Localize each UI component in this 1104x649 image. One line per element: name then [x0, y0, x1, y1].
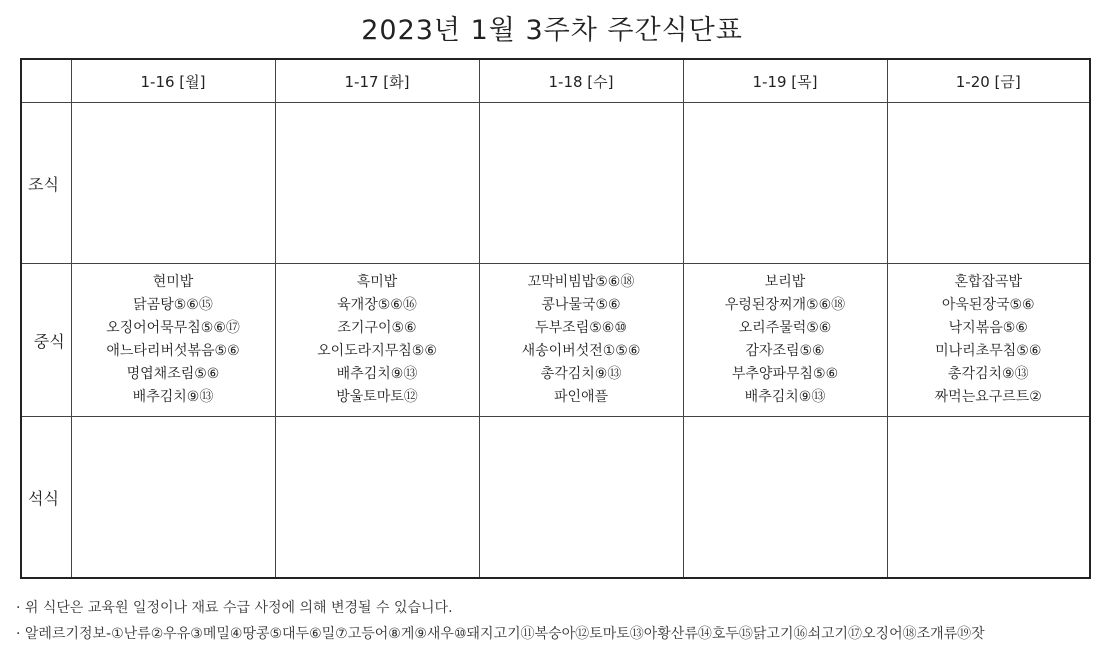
dish-list — [480, 271, 683, 409]
dish: 방울토마토⑫ — [336, 389, 418, 405]
dish: 명엽채조림⑤⑥ — [126, 366, 220, 382]
breakfast-cell — [887, 103, 1090, 264]
dish: 두부조림⑤⑥⑩ — [535, 320, 627, 336]
meal-label-dinner: 석식 — [21, 417, 71, 579]
breakfast-cell — [275, 103, 479, 264]
dish: 새송이버섯전①⑤⑥ — [521, 343, 641, 359]
dish: 육개장⑤⑥⑯ — [337, 297, 417, 313]
day-header: 1-16 [월] — [71, 59, 275, 103]
dinner-cell — [71, 417, 275, 579]
dish: 감자조림⑤⑥ — [745, 343, 825, 359]
dinner-cell — [275, 417, 479, 579]
page-title: 2023년 1월 3주차 주간식단표 — [361, 15, 743, 46]
day-header: 1-19 [목] — [683, 59, 887, 103]
breakfast-cell — [71, 103, 275, 264]
dish: 총각김치⑨⑬ — [947, 366, 1029, 382]
lunch-cell — [479, 264, 683, 417]
meal-label-lunch: 중식 — [21, 264, 71, 417]
dish: 배추김치⑨⑬ — [336, 366, 418, 382]
dish-list — [684, 271, 887, 409]
change-notice: · 위 식단은 교육원 일정이나 재료 수급 사정에 의해 변경될 수 있습니다. — [16, 600, 453, 616]
dish: 낙지볶음⑤⑥ — [948, 320, 1028, 336]
dish: 오리주물럭⑤⑥ — [738, 320, 832, 336]
dinner-cell — [887, 417, 1090, 579]
dish: 혼합잡곡밥 — [954, 274, 1023, 290]
dish-list — [276, 271, 479, 409]
lunch-cell — [275, 264, 479, 417]
dish: 콩나물국⑤⑥ — [541, 297, 621, 313]
dish: 배추김치⑨⑬ — [132, 389, 214, 405]
dish: 흑미밥 — [356, 274, 398, 290]
allergy-info: · 알레르기정보-①난류②우유③메밀④땅콩⑤대두⑥밀⑦고등어⑧게⑨새우⑩돼지고기⑪복숭아⑫토마토⑬아황산류⑭호두⑮닭고기⑯쇠고기⑰오징어⑱조개류⑲잣 — [16, 626, 985, 642]
dish-list — [72, 271, 275, 409]
dish: 애느타리버섯볶음⑤⑥ — [106, 343, 240, 359]
weekly-menu-table — [20, 58, 1091, 579]
breakfast-cell — [479, 103, 683, 264]
dish: 짜먹는요구르트② — [934, 389, 1042, 405]
dinner-cell — [683, 417, 887, 579]
dish: 닭곰탕⑤⑥⑮ — [133, 297, 213, 313]
breakfast-row — [21, 103, 1090, 264]
dish: 오이도라지무침⑤⑥ — [317, 343, 437, 359]
day-header: 1-18 [수] — [479, 59, 683, 103]
dinner-row — [21, 417, 1090, 579]
dish-list — [888, 271, 1090, 409]
day-header: 1-20 [금] — [887, 59, 1090, 103]
day-header: 1-17 [화] — [275, 59, 479, 103]
lunch-cell — [683, 264, 887, 417]
meal-label-breakfast: 조식 — [21, 103, 71, 264]
dish: 총각김치⑨⑬ — [540, 366, 622, 382]
breakfast-cell — [683, 103, 887, 264]
dinner-cell — [479, 417, 683, 579]
dish: 조기구이⑤⑥ — [337, 320, 417, 336]
lunch-row — [21, 264, 1090, 417]
dish: 현미밥 — [152, 274, 194, 290]
dish: 파인애플 — [553, 389, 609, 405]
lunch-cell — [887, 264, 1090, 417]
dish: 우렁된장찌개⑤⑥⑱ — [724, 297, 846, 313]
day-header-row — [21, 59, 1090, 103]
lunch-cell — [71, 264, 275, 417]
dish: 오징어어묵무침⑤⑥⑰ — [106, 320, 240, 336]
footnotes — [16, 597, 985, 649]
dish: 보리밥 — [764, 274, 806, 290]
corner-cell — [21, 59, 71, 103]
dish: 아욱된장국⑤⑥ — [941, 297, 1035, 313]
dish: 미나리초무침⑤⑥ — [935, 343, 1042, 359]
dish: 부추양파무침⑤⑥ — [731, 366, 839, 382]
dish: 꼬막비빔밥⑤⑥⑱ — [527, 274, 635, 290]
dish: 배추김치⑨⑬ — [744, 389, 826, 405]
